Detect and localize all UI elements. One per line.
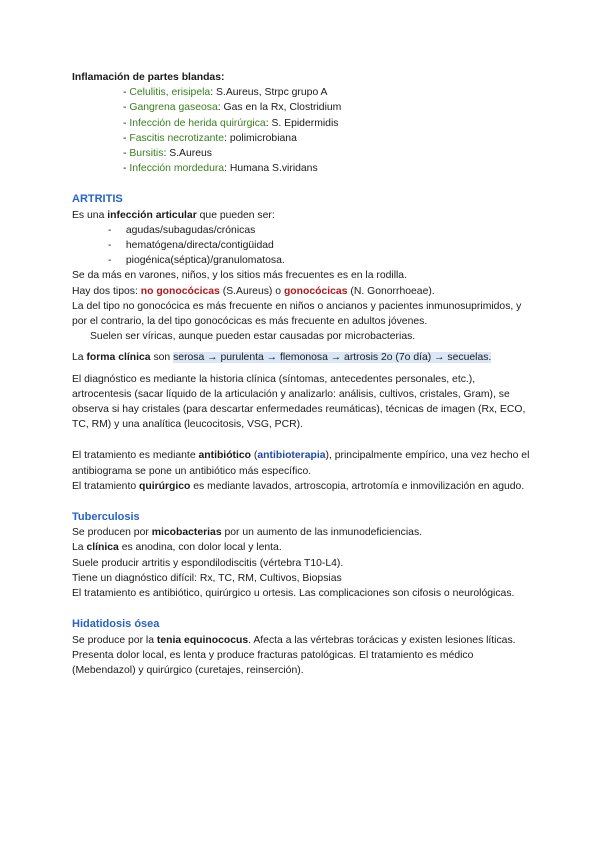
list-item-term: Gangrena gaseosa	[129, 102, 218, 114]
list-item: - Fascitis necrotizante: polimicrobiana	[123, 132, 297, 144]
artritis-line-8: El tratamiento es mediante antibiótico (antibioterapia), principalmente empírico, una vez hecho el antibiograma se pone un antibiótico más específico.	[72, 450, 530, 477]
artritis-types-list	[108, 223, 532, 269]
tb-line-5: El tratamiento es antibiótico, quirúrgico u ortesis. Las complicaciones son cifosis o neurológicas.	[72, 588, 515, 600]
intro-heading: Inflamación de partes blandas:	[72, 72, 225, 83]
list-item: - Celulitis, erisipela: S.Aureus, Strpc grupo A	[123, 87, 328, 99]
list-item-term: Infección de herida quirúrgica	[129, 117, 266, 129]
list-item: - agudas/subagudas/crónicas	[108, 224, 256, 236]
hidatidosis-line-1: Se produce por la tenia equinococus. Afecta a las vértebras torácicas y existen lesiones líticas. Presenta dolor local, es lenta y produce fracturas patológicas. El tratamiento es médico (Mebendazol) y quirúrgico (curetajes, reinserción).	[72, 634, 516, 676]
list-item: - Infección de herida quirúrgica: S. Epidermidis	[123, 117, 339, 129]
artritis-line-4: La del tipo no gonocócica es más frecuente en niños o ancianos y pacientes inmunosuprimidos, y por el contrario, la del tipo gonocócicas es más frecuente en adultos jóvenes.	[72, 300, 522, 328]
list-item-term: Bursitis	[129, 148, 164, 160]
list-item-value: Gas en la Rx, Clostridium	[220, 102, 342, 114]
tb-line-3: Suele producir artritis y espondilodiscitis (vértebra T10-L4).	[72, 557, 344, 569]
artritis-line-6: La forma clínica son serosa → purulenta → flemonosa → artrosis 2o (7o día) → secuelas.	[72, 352, 492, 364]
list-item-value: S.Aureus, Strpc grupo A	[213, 87, 328, 99]
list-item: - Bursitis: S.Aureus	[123, 148, 212, 160]
artritis-line-1: Es una infección articular que pueden ser:	[72, 209, 275, 221]
list-item-value: polimicrobiana	[226, 132, 297, 144]
list-item: - Gangrena gaseosa: Gas en la Rx, Clostridium	[123, 102, 342, 114]
list-item-value: S.Aureus	[166, 148, 212, 160]
list-item-value: S. Epidermidis	[268, 117, 339, 129]
clinical-forms-highlight: serosa → purulenta → flemonosa → artrosis 2o (7o día) → secuelas.	[173, 352, 492, 364]
list-item-term: Celulitis, erisipela	[129, 87, 211, 99]
section-title-hidatidosis: Hidatidosis ósea	[72, 618, 160, 631]
list-item-value: Humana S.viridans	[226, 163, 318, 175]
intro-list	[123, 85, 532, 176]
list-item: - Infección mordedura: Humana S.viridans	[123, 163, 318, 175]
tb-line-2: La clínica es anodina, con dolor local y lenta.	[72, 542, 282, 554]
section-title-artritis: ARTRITIS	[72, 193, 123, 206]
page-content	[72, 70, 532, 678]
tb-line-1: Se producen por micobacterias por un aumento de las inmunodeficiencias.	[72, 527, 423, 539]
section-title-tuberculosis: Tuberculosis	[72, 511, 140, 524]
artritis-line-7: El diagnóstico es mediante la historia clínica (síntomas, antecedentes personales, etc.), artrocentesis (sacar líquido de la articulación y analizarlo: análisis, cultivos, cristales, Gram), se observa si hay cristales (para descartar enfermedades reumáticas), técnicas de imagen (Rx, ECO, TC, RM) y una analítica (leucocitosis, VSG, PCR).	[72, 373, 526, 431]
list-item: - piogénica(séptica)/granulomatosa.	[108, 255, 285, 267]
list-item: - hematógena/directa/contigüidad	[108, 240, 274, 252]
artritis-line-5: Suelen ser víricas, aunque pueden estar causadas por microbacterias.	[90, 331, 416, 343]
artritis-line-9: El tratamiento quirúrgico es mediante lavados, artroscopia, artrotomía e inmovilización en agudo.	[72, 480, 525, 492]
list-item-term: Infección mordedura	[129, 163, 225, 175]
artritis-line-2: Se da más en varones, niños, y los sitios más frecuentes es en la rodilla.	[72, 270, 407, 282]
artritis-line-3: Hay dos tipos: no gonocócicas (S.Aureus) o gonocócicas (N. Gonorrhoeae).	[72, 285, 435, 297]
list-item-term: Fascitis necrotizante	[129, 132, 225, 144]
tb-line-4: Tiene un diagnóstico difícil: Rx, TC, RM, Cultivos, Biopsias	[72, 572, 342, 584]
